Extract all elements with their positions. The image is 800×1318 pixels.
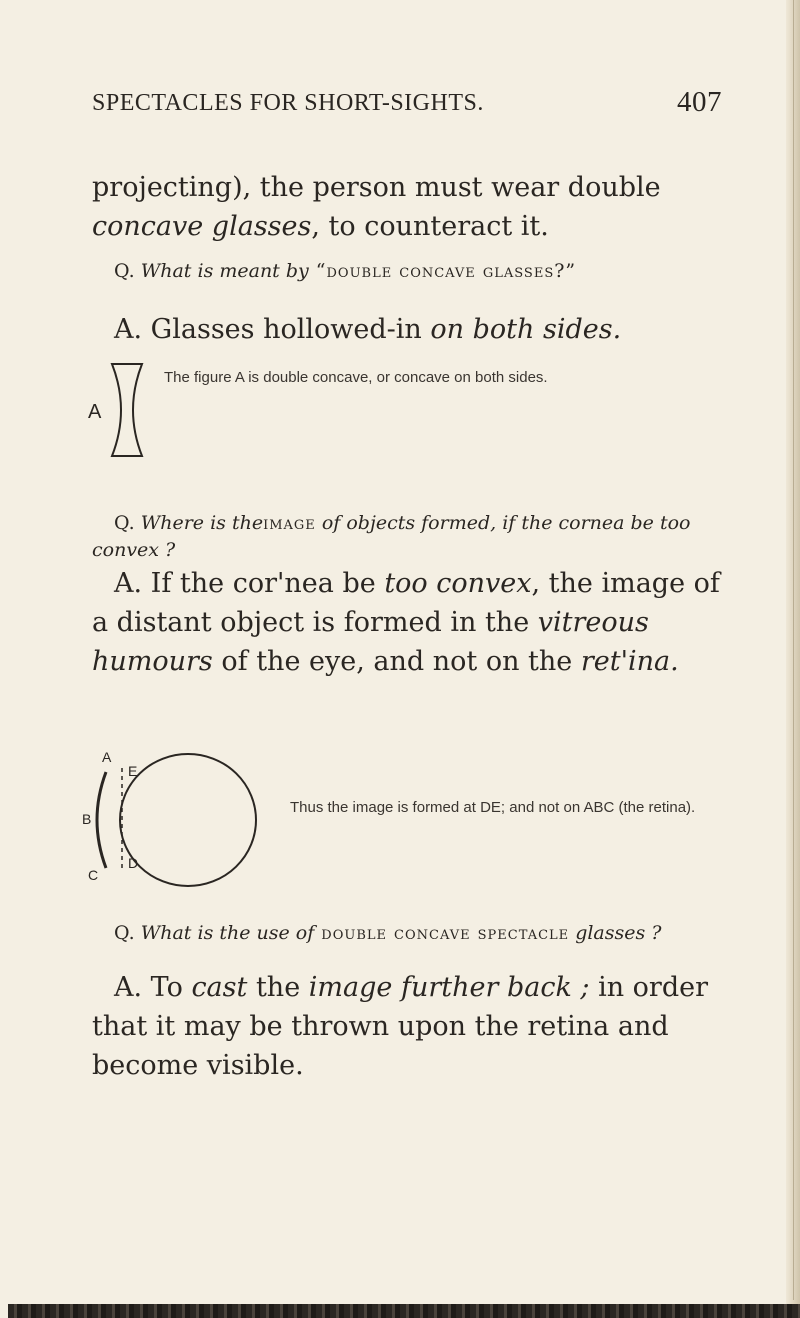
page-edge: [786, 0, 800, 1318]
figure-double-concave-lens: [88, 360, 148, 460]
answer-italic: on both sides.: [430, 314, 622, 345]
question-italic: What is meant by: [140, 260, 309, 282]
answer-italic: too convex: [384, 568, 532, 599]
figure-eye-diagram: [78, 740, 258, 900]
answer-text: the: [247, 972, 309, 1003]
answer-text: of the eye, and not on the: [212, 646, 581, 677]
label-c: C: [88, 867, 99, 883]
paragraph-text: projecting), the person must wear double: [92, 172, 661, 203]
answer-italic: vitreous humours: [92, 607, 649, 677]
answer-italic: cast: [191, 972, 248, 1003]
lens-outline: [112, 364, 142, 456]
figure-1-caption: The figure A is double concave, or concave on both sides.: [164, 369, 548, 386]
label-e: E: [128, 763, 138, 779]
eyeball-outline: [120, 754, 256, 886]
retina-arc-abc: [97, 772, 106, 868]
answer-text: To: [150, 972, 192, 1003]
answer-2: [92, 564, 732, 681]
question-1: [92, 258, 732, 285]
running-header: [92, 86, 722, 118]
answer-italic: ret'ina.: [580, 646, 679, 677]
question-prefix: Q.: [114, 260, 141, 282]
question-smallcaps: double concave spectacle: [314, 922, 570, 944]
figure-2-caption: Thus the image is formed at DE; and not on ABC (the retina).: [290, 799, 696, 816]
label-a: A: [102, 749, 112, 765]
label-d: D: [128, 855, 139, 871]
answer-text: , the image of a distant object is formed in the: [92, 568, 720, 638]
question-prefix: Q.: [114, 512, 141, 534]
answer-text: If the cor'nea be: [150, 568, 385, 599]
question-italic: of objects formed, if the cornea be too convex ?: [92, 512, 691, 561]
page-edge-line: [793, 0, 794, 1300]
paragraph-italic: concave glasses: [92, 211, 312, 242]
paragraph-text: , to counteract it.: [311, 211, 549, 242]
page-number: 407: [677, 86, 722, 118]
question-smallcaps: “double concave glasses?”: [308, 260, 577, 282]
question-3: [92, 920, 732, 947]
answer-3: [92, 968, 732, 1085]
lens-label: A: [88, 401, 102, 423]
paragraph-continuation: [92, 168, 732, 246]
question-italic: glasses ?: [569, 922, 662, 944]
question-italic: What is the use of: [140, 922, 315, 944]
running-title: SPECTACLES FOR SHORT-SIGHTS.: [92, 90, 484, 116]
answer-prefix: A.: [114, 972, 151, 1003]
answer-prefix: A.: [114, 568, 151, 599]
answer-1: [92, 310, 732, 349]
question-smallcaps: image: [263, 512, 316, 534]
label-b: B: [82, 811, 92, 827]
answer-text: Glasses hollowed-in: [150, 314, 431, 345]
question-2: [92, 510, 732, 564]
page-bottom-edge: [8, 1304, 800, 1318]
answer-text: in order that it may be thrown upon the retina and become visible.: [92, 972, 709, 1081]
question-italic: Where is the: [140, 512, 264, 534]
answer-prefix: A.: [114, 314, 151, 345]
answer-italic: image further back ;: [308, 972, 590, 1003]
question-prefix: Q.: [114, 922, 141, 944]
